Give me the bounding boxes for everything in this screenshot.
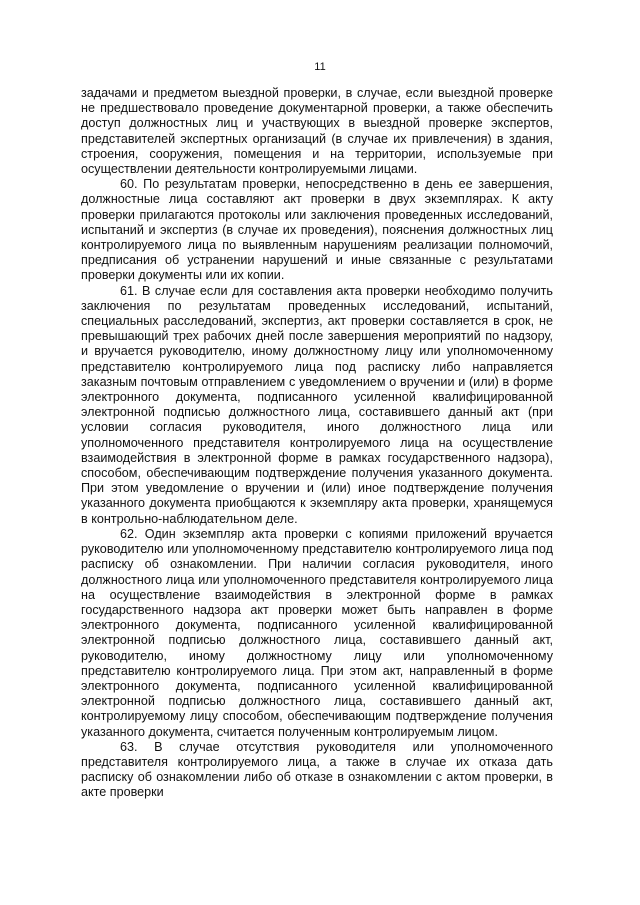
paragraph-62: 62. Один экземпляр акта проверки с копиями приложений вручается руководителю или уполномоченному представителю контролируемого лица под расписку об ознакомлении. При наличии согласия руководителя, иного должностного лица или уполномоченного представителя контролируемого лица на осуществление взаимодействия в электронной форме в рамках государственного надзора акт проверки может быть направлен в форме электронного документа, подписанного усиленной квалифицированной электронной подписью должностного лица, составившего данный акт, руководителю, иному должностному лицу или уполномоченному представителю контролируемого лица. При этом акт, направленный в форме электронного документа, подписанного усиленной квалифицированной электронной подписью должностного лица, составившего данный акт, контролируемому лицу способом, обеспечивающим подтверждение получения указанного документа, считается полученным контролируемым лицом. (81, 526, 553, 739)
paragraph-61: 61. В случае если для составления акта проверки необходимо получить заключения по результатам проведенных исследований, испытаний, специальных расследований, экспертиз, акт проверки составляется в срок, не превышающий трех рабочих дней после завершения мероприятий по надзору, и вручается руководителю, иному должностному лицу или уполномоченному представителю контролируемого лица под расписку либо направляется заказным почтовым отправлением с уведомлением о вручении и (или) в форме электронного документа, подписанного усиленной квалифицированной электронной подписью должностного лица, составившего данный акт (при условии согласия руководителя, иного должностного лица или уполномоченного представителя контролируемого лица на осуществление взаимодействия в электронной форме в рамках государственного надзора), способом, обеспечивающим подтверждение получения указанного документа. При этом уведомление о вручении и (или) иное подтверждение получения указанного документа приобщаются к экземпляру акта проверки, хранящемуся в контрольно-наблюдательном деле. (81, 283, 553, 526)
paragraph-63: 63. В случае отсутствия руководителя или уполномоченного представителя контролируемого лица, а также в случае их отказа дать расписку об ознакомлении либо об отказе в ознакомлении с актом проверки, в акте проверки (81, 739, 553, 800)
document-body (81, 86, 553, 801)
paragraph-60: 60. По результатам проверки, непосредственно в день ее завершения, должностные лица составляют акт проверки в двух экземплярах. К акту проверки прилагаются протоколы или заключения проведенных исследований, испытаний и экспертиз (в случае их проведения), пояснения должностных лиц контролируемого лица по выявленным нарушениям реализации полномочий, предписания об устранении нарушений и иные связанные с результатами проверки документы или их копии. (81, 177, 553, 283)
paragraph-continuation: задачами и предметом выездной проверки, в случае, если выездной проверке не предшествовало проведение документарной проверки, а также обеспечить доступ должностных лиц и участвующих в выездной проверке экспертов, представителей экспертных организаций (в случае их привлечения) в здания, строения, сооружения, помещения и на территории, используемые при осуществлении деятельности контролируемыми лицами. (81, 86, 553, 177)
page-number: 11 (314, 61, 326, 73)
